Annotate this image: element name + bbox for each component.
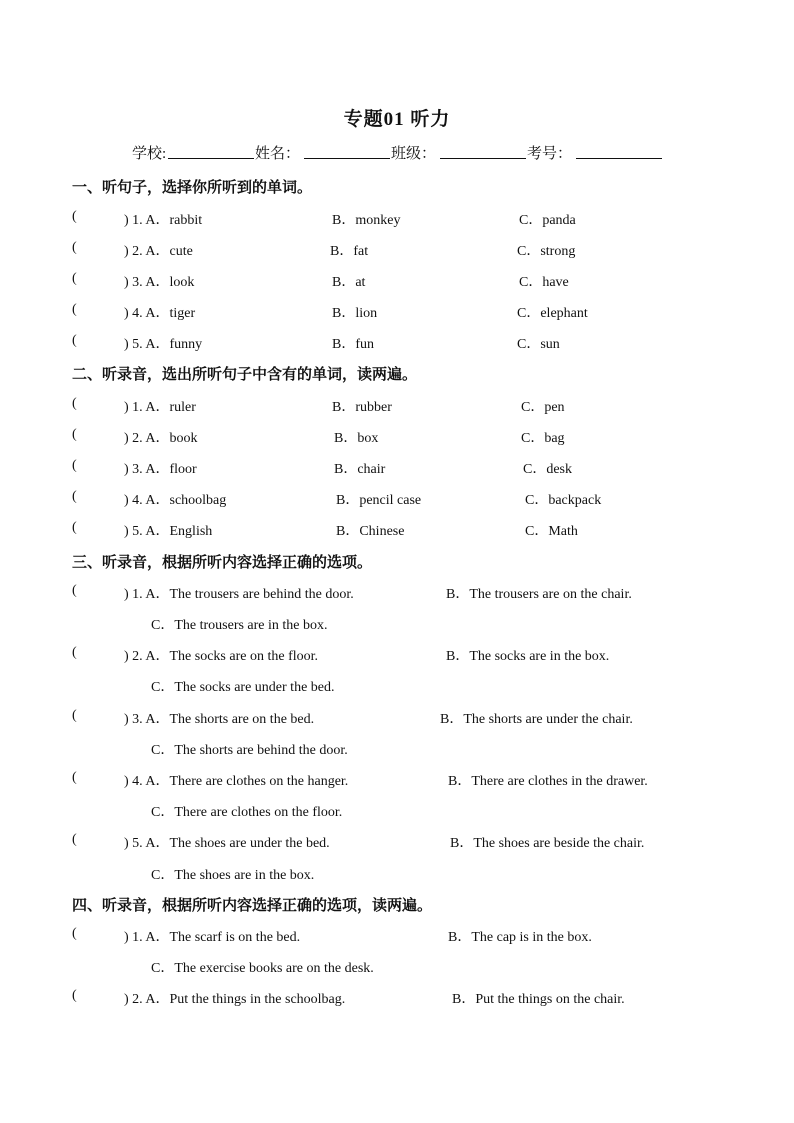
question-option-b: B．lion [332,306,378,321]
question-option-a: ) 5. A．funny [124,337,203,352]
question-option-b: B．The cap is in the box. [448,930,592,945]
answer-paren[interactable]: ( [72,708,77,723]
question-option-b: B．chair [334,462,386,477]
question-option-a: ) 2. A．The socks are on the floor. [124,649,319,664]
question-option-c: C．bag [521,431,565,446]
question-option-b: B．box [334,431,379,446]
question-option-c: C．backpack [525,493,602,508]
question-option-c: C．have [519,275,569,290]
question-option-c: C．There are clothes on the floor. [151,805,343,820]
question-option-c: C．Math [525,524,578,539]
class-label: 班级： [391,146,437,162]
question-option-b: B．monkey [332,213,401,228]
school-blank[interactable] [168,142,254,162]
question-option-c: C．The shoes are in the box. [151,868,315,883]
question-option-b: B．The trousers are on the chair. [446,587,632,602]
answer-paren[interactable]: ( [72,645,77,660]
question-option-a: ) 3. A．The shorts are on the bed. [124,712,315,727]
answer-paren[interactable]: ( [72,832,77,847]
question-option-c: C．The shorts are behind the door. [151,743,348,758]
name-label: 姓名： [255,146,301,162]
section-heading: 四、听录音，根据所听内容选择正确的选项，读两遍。 [72,898,433,914]
question-option-b: B．The shorts are under the chair. [440,712,633,727]
question-option-a: ) 2. A．cute [124,244,193,259]
answer-paren[interactable]: ( [72,302,77,317]
answer-paren[interactable]: ( [72,520,77,535]
answer-paren[interactable]: ( [72,240,77,255]
question-option-c: C．panda [519,213,576,228]
answer-paren[interactable]: ( [72,583,77,598]
question-option-a: ) 3. A．look [124,275,195,290]
section-heading: 二、听录音，选出所听句子中含有的单词，读两遍。 [72,367,418,383]
answer-paren[interactable]: ( [72,396,77,411]
question-option-c: C．pen [521,400,565,415]
question-option-b: B．The socks are in the box. [446,649,610,664]
question-option-b: B．fun [332,337,374,352]
answer-paren[interactable]: ( [72,271,77,286]
question-option-a: ) 2. A．book [124,431,198,446]
answer-paren[interactable]: ( [72,458,77,473]
answer-paren[interactable]: ( [72,333,77,348]
question-option-b: B．Chinese [336,524,405,539]
answer-paren[interactable]: ( [72,427,77,442]
section-heading: 一、听句子，选择你所听到的单词。 [72,180,313,196]
answer-paren[interactable]: ( [72,926,77,941]
question-option-b: B．There are clothes in the drawer. [448,774,648,789]
answer-paren[interactable]: ( [72,489,77,504]
question-option-a: ) 2. A．Put the things in the schoolbag. [124,992,346,1007]
question-option-b: B．Put the things on the chair. [452,992,625,1007]
question-option-a: ) 5. A．English [124,524,213,539]
question-option-c: C．The exercise books are on the desk. [151,961,374,976]
question-option-b: B．rubber [332,400,392,415]
question-option-a: ) 4. A．schoolbag [124,493,227,508]
question-option-a: ) 1. A．rabbit [124,213,203,228]
question-option-b: B．The shoes are beside the chair. [450,836,645,851]
question-option-b: B．pencil case [336,493,422,508]
question-option-c: C．elephant [517,306,588,321]
question-option-c: C．desk [523,462,572,477]
question-option-c: C．The trousers are in the box. [151,618,328,633]
number-blank[interactable] [576,142,662,162]
name-blank[interactable] [304,142,390,162]
question-option-a: ) 1. A．The scarf is on the bed. [124,930,301,945]
class-blank[interactable] [440,142,526,162]
question-option-b: B．fat [330,244,369,259]
answer-paren[interactable]: ( [72,209,77,224]
question-option-c: C．sun [517,337,560,352]
answer-paren[interactable]: ( [72,988,77,1003]
page-title: 专题01 听力 [343,109,451,130]
answer-paren[interactable]: ( [72,770,77,785]
number-label: 考号： [527,146,573,162]
question-option-b: B．at [332,275,366,290]
question-option-c: C．strong [517,244,576,259]
question-option-a: ) 5. A．The shoes are under the bed. [124,836,330,851]
question-option-a: ) 1. A．ruler [124,400,196,415]
question-option-a: ) 3. A．floor [124,462,197,477]
question-option-a: ) 4. A．tiger [124,306,196,321]
section-heading: 三、听录音，根据所听内容选择正确的选项。 [72,555,373,571]
question-option-a: ) 1. A．The trousers are behind the door. [124,587,354,602]
school-label: 学校: [132,146,167,162]
question-option-c: C．The socks are under the bed. [151,680,335,695]
question-option-a: ) 4. A．There are clothes on the hanger. [124,774,349,789]
